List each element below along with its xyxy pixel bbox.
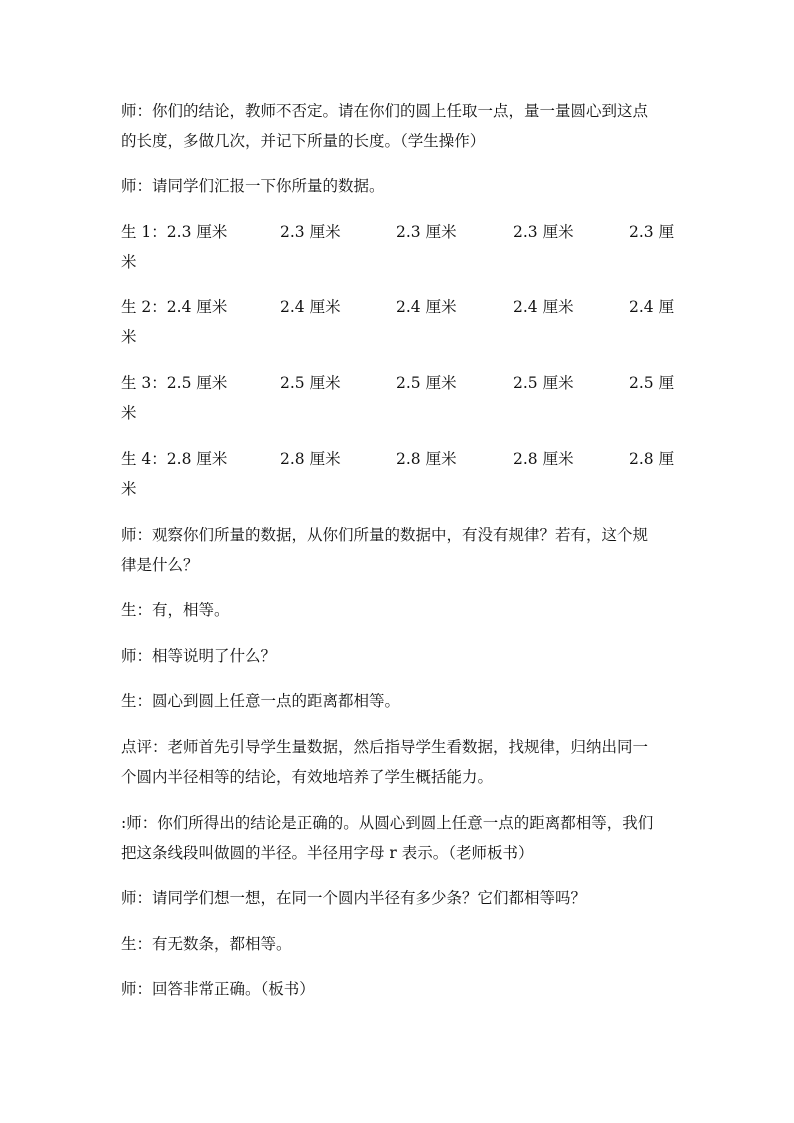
measurement-unit-wrap: 米 xyxy=(121,404,137,422)
text-line: 点评：老师首先引导学生量数据，然后指导学生看数据，找规律，归纳出同一 xyxy=(121,738,649,756)
paragraph-teacher-request xyxy=(121,171,681,201)
student-label: 生 3：2.5 厘米 xyxy=(121,374,228,392)
measurement-value: 2.4 厘米 xyxy=(280,298,341,316)
measurement-value: 2.3 厘米 xyxy=(280,223,341,241)
measurement-row-student-1 xyxy=(121,217,681,277)
measurement-value: 2.4 厘米 xyxy=(396,298,457,316)
text-line: 个圆内半径相等的结论，有效地培养了学生概括能力。 xyxy=(121,768,494,786)
text-line: 师：请同学们汇报一下你所量的数据。 xyxy=(121,177,385,195)
measurement-value: 2.3 厘米 xyxy=(396,223,457,241)
text-line: 师：请同学们想一想，在同一个圆内半径有多少条？它们都相等吗？ xyxy=(121,889,587,907)
paragraph-student-answer-infinite xyxy=(121,929,681,959)
measurement-value: 2.8 厘米 xyxy=(280,450,341,468)
measurement-unit-wrap: 米 xyxy=(121,253,137,271)
measurement-value: 2.8 厘米 xyxy=(513,450,574,468)
measurement-value: 2.3 厘米 xyxy=(513,223,574,241)
student-label: 生 2：2.4 厘米 xyxy=(121,298,228,316)
text-line: 律是什么？ xyxy=(121,556,199,574)
measurement-unit-wrap: 米 xyxy=(121,480,137,498)
paragraph-teacher-question-pattern xyxy=(121,520,681,580)
measurement-row-student-2 xyxy=(121,292,681,352)
measurement-row-student-4 xyxy=(121,444,681,504)
paragraph-teacher-radius-definition xyxy=(121,808,681,868)
text-line: 的长度，多做几次，并记下所量的长度。（学生操作） xyxy=(121,132,486,150)
measurement-unit-wrap: 米 xyxy=(121,328,137,346)
paragraph-commentary xyxy=(121,732,681,792)
measurement-value: 2.8 厘 xyxy=(629,450,675,468)
measurement-value: 2.5 厘米 xyxy=(396,374,457,392)
measurement-value: 2.4 厘 xyxy=(629,298,675,316)
text-line: 师：回答非常正确。（板书） xyxy=(121,980,315,998)
paragraph-teacher-question-count xyxy=(121,883,681,913)
measurement-value: 2.3 厘 xyxy=(629,223,675,241)
student-label: 生 4：2.8 厘米 xyxy=(121,450,228,468)
text-line: :师：你们所得出的结论是正确的。从圆心到圆上任意一点的距离都相等，我们 xyxy=(121,814,654,832)
text-line: 生：圆心到圆上任意一点的距离都相等。 xyxy=(121,692,401,710)
paragraph-teacher-confirmation xyxy=(121,974,681,1004)
text-line: 生：有，相等。 xyxy=(121,601,230,619)
measurement-value: 2.5 厘 xyxy=(629,374,675,392)
measurement-value: 2.5 厘米 xyxy=(513,374,574,392)
measurement-value: 2.8 厘米 xyxy=(396,450,457,468)
student-label: 生 1：2.3 厘米 xyxy=(121,223,228,241)
paragraph-student-answer-distance xyxy=(121,686,681,716)
measurement-value: 2.4 厘米 xyxy=(513,298,574,316)
paragraph-teacher-instruction xyxy=(121,96,681,156)
text-line: 师：观察你们所量的数据，从你们所量的数据中，有没有规律？若有，这个规 xyxy=(121,526,649,544)
text-line: 生：有无数条，都相等。 xyxy=(121,935,292,953)
text-line: 师：相等说明了什么？ xyxy=(121,647,277,665)
measurement-row-student-3 xyxy=(121,368,681,428)
measurement-value: 2.5 厘米 xyxy=(280,374,341,392)
text-line: 师：你们的结论，教师不否定。请在你们的圆上任取一点，量一量圆心到这点 xyxy=(121,102,649,120)
text-line: 把这条线段叫做圆的半径。半径用字母 r 表示。（老师板书） xyxy=(121,844,534,862)
paragraph-teacher-question-meaning xyxy=(121,641,681,671)
paragraph-student-answer-equal xyxy=(121,595,681,625)
